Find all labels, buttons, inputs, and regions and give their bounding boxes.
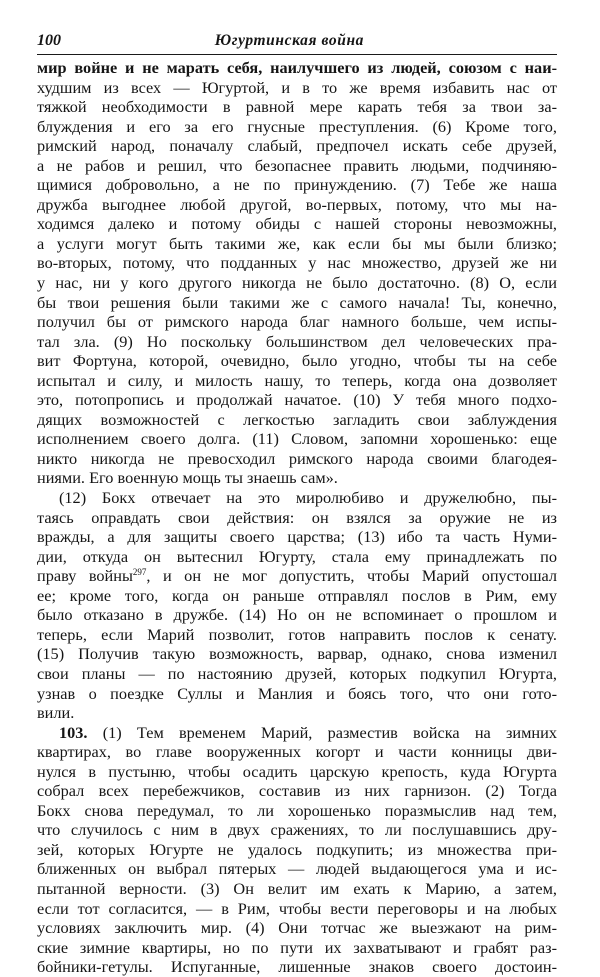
line-text: это, потопропись и продолжай начатое. (10) У тебя много подхо-: [37, 390, 557, 410]
section-number: 103.: [59, 722, 88, 742]
text-line: [37, 723, 557, 743]
line-text-continued: (1) Тем временем Марий, разместив войска на зимних: [87, 722, 557, 742]
line-text: таясь оправдать свои действия: он взялся за оружие не из: [37, 507, 557, 527]
text-line: [37, 703, 557, 723]
line-text: тяжкой необходимости в равной мере карать тебя за твои за-: [37, 97, 557, 117]
line-text: худшим из всех — Югуртой, и в то же время избавить нас от: [37, 77, 557, 97]
text-line: [37, 312, 557, 332]
text-line: [37, 253, 557, 273]
line-text: бы твои решения были такими же с самого начала! Ты, конечно,: [37, 292, 557, 312]
line-text-continued: , и он не мог допустить, чтобы Марий опустошал: [146, 566, 557, 586]
text-line: [37, 859, 557, 879]
text-line: [37, 117, 557, 137]
text-line: [37, 605, 557, 625]
line-text: блуждения и его за его гнусные преступления. (6) Кроме того,: [37, 116, 557, 136]
footnote-ref: 297: [132, 567, 147, 578]
line-text: свои планы — по настоянию друзей, которых подкупил Югурта,: [37, 663, 557, 683]
line-text: а услуги могут быть такими же, как если бы мы были близко;: [37, 233, 557, 253]
text-line: [37, 762, 557, 782]
body-text: [37, 58, 557, 977]
text-line: [37, 566, 557, 586]
running-title: Югуртинская война: [214, 32, 364, 49]
text-line: [37, 644, 557, 664]
text-line: [37, 508, 557, 528]
line-text: получил бы от римского народа благ намного больше, чем испы-: [37, 312, 557, 332]
text-line: [37, 918, 557, 938]
line-text: мир войне и не марать себя, наилучшего из людей, союзом с наи-: [37, 58, 557, 77]
text-line: [37, 781, 557, 801]
text-line: [37, 78, 557, 98]
line-text: у нас, ни у кого другого никогда не было достаточно. (8) О, если: [37, 273, 557, 293]
line-text: вили.: [37, 703, 75, 723]
text-line: [37, 371, 557, 391]
line-text: теперь, если Марий позволит, готов направить послов к сенату.: [37, 624, 557, 644]
line-text: тал зла. (9) Но поскольку большинством дел человеческих пра-: [37, 331, 557, 351]
text-line: [37, 820, 557, 840]
line-text: во-вторых, потому, что подданных у нас множество, друзей же ни: [37, 253, 557, 273]
line-text: узнав о поездке Суллы и Манлия и боясь того, что они гото-: [37, 683, 557, 703]
line-text: зей, которых Югурте не удалось подкупить; из множества при-: [37, 839, 557, 859]
line-text: что случилось с ним в двух сражениях, то ли послушавшись дру-: [37, 820, 557, 840]
text-line: [37, 332, 557, 352]
text-line: [37, 351, 557, 371]
line-text: исполнением своего долга. (11) Словом, запомни хорошенько: еще: [37, 429, 557, 449]
text-line: [37, 234, 557, 254]
text-line: [37, 664, 557, 684]
page-header: [37, 30, 557, 55]
line-text: (12) Бокх отвечает на это миролюбиво и дружелюбно, пы-: [59, 488, 557, 508]
text-line: [37, 899, 557, 919]
text-line: [37, 547, 557, 567]
text-line: [37, 390, 557, 410]
line-text: ближенных он выбрал пятерых — людей выдающегося ума и ис-: [37, 859, 557, 879]
line-text: было отказано в дружбе. (14) Но он не вспоминает о прошлом и: [37, 605, 557, 625]
text-line: [37, 957, 557, 977]
text-line: [37, 293, 557, 313]
page-number: 100: [37, 32, 61, 49]
text-line: [37, 195, 557, 215]
text-line: [37, 156, 557, 176]
text-line: [37, 586, 557, 606]
line-text: собрал всех перебежчиков, составив из них гарнизон. (2) Тогда: [37, 781, 557, 801]
line-text: нулся в пустыню, чтобы осадить царскую крепость, куда Югурта: [37, 761, 557, 781]
line-text: дящих возможностей с легкостью загладить свои заблуждения: [37, 409, 557, 429]
text-line: [37, 410, 557, 430]
line-text: дружба выгоднее любой другой, во-первых, потому, что мы на-: [37, 194, 557, 214]
text-line: [37, 449, 557, 469]
line-text: бойники-гетулы. Испуганные, лишенные знаков своего достоин-: [37, 957, 557, 977]
text-line: [37, 527, 557, 547]
text-line: [37, 488, 557, 508]
text-line: [37, 879, 557, 899]
text-line: [37, 136, 557, 156]
text-line: [37, 214, 557, 234]
line-text: вражды, а для защиты своего царства; (13) ибо та часть Нуми-: [37, 527, 557, 547]
line-text: а не рабов и решил, что безопаснее править людьми, подчиняю-: [37, 155, 557, 175]
line-text: если тот согласится, — в Рим, чтобы вести переговоры и на любых: [37, 898, 557, 918]
text-line: [37, 684, 557, 704]
line-text: квартирах, во главе вооруженных когорт и части конницы дви-: [37, 742, 557, 762]
text-line: [37, 625, 557, 645]
line-text: условиях заключить мир. (4) Они тотчас же выезжают на рим-: [37, 918, 557, 938]
text-line: [37, 58, 557, 78]
line-text: (15) Получив такую возможность, варвар, однако, снова изменил: [37, 644, 557, 664]
line-text: ее; кроме того, когда он раньше отправлял послов в Рим, ему: [37, 585, 557, 605]
line-text: ходимся далеко и потому обиды с нашей стороны невозможны,: [37, 214, 557, 234]
line-text: щимися добровольно, а не по принуждению. (7) Тебе же наша: [37, 175, 557, 195]
line-text: ские зимние квартиры, но по пути их захватывают и грабят раз-: [37, 937, 557, 957]
line-text: римский народ, поначалу слабый, предпочел искать себе друзей,: [37, 136, 557, 156]
text-line: [37, 840, 557, 860]
text-line: [37, 273, 557, 293]
line-text: пытанной верности. (3) Он велит им ехать к Марию, а затем,: [37, 878, 557, 898]
text-line: [37, 175, 557, 195]
line-text: никто никогда не превосходил римского народа своими благодея-: [37, 448, 557, 468]
line-text: праву войны: [37, 566, 133, 586]
line-text: ниями. Его военную мощь ты знаешь сам».: [37, 468, 338, 488]
text-line: [37, 97, 557, 117]
line-text: испытал и силу, и милость нашу, то теперь, когда она дозволяет: [37, 370, 557, 390]
text-line: [37, 742, 557, 762]
line-text: дии, откуда он вытеснил Югурту, стала ему принадлежать по: [37, 546, 557, 566]
line-text: вит Фортуна, которой, очевидно, было угодно, чтобы ты на себе: [37, 351, 557, 371]
text-line: [37, 429, 557, 449]
text-line: [37, 938, 557, 958]
text-line: [37, 468, 557, 488]
text-line: [37, 801, 557, 821]
line-text: Бокх снова передумал, то ли хорошенько поразмыслив над тем,: [37, 800, 557, 820]
